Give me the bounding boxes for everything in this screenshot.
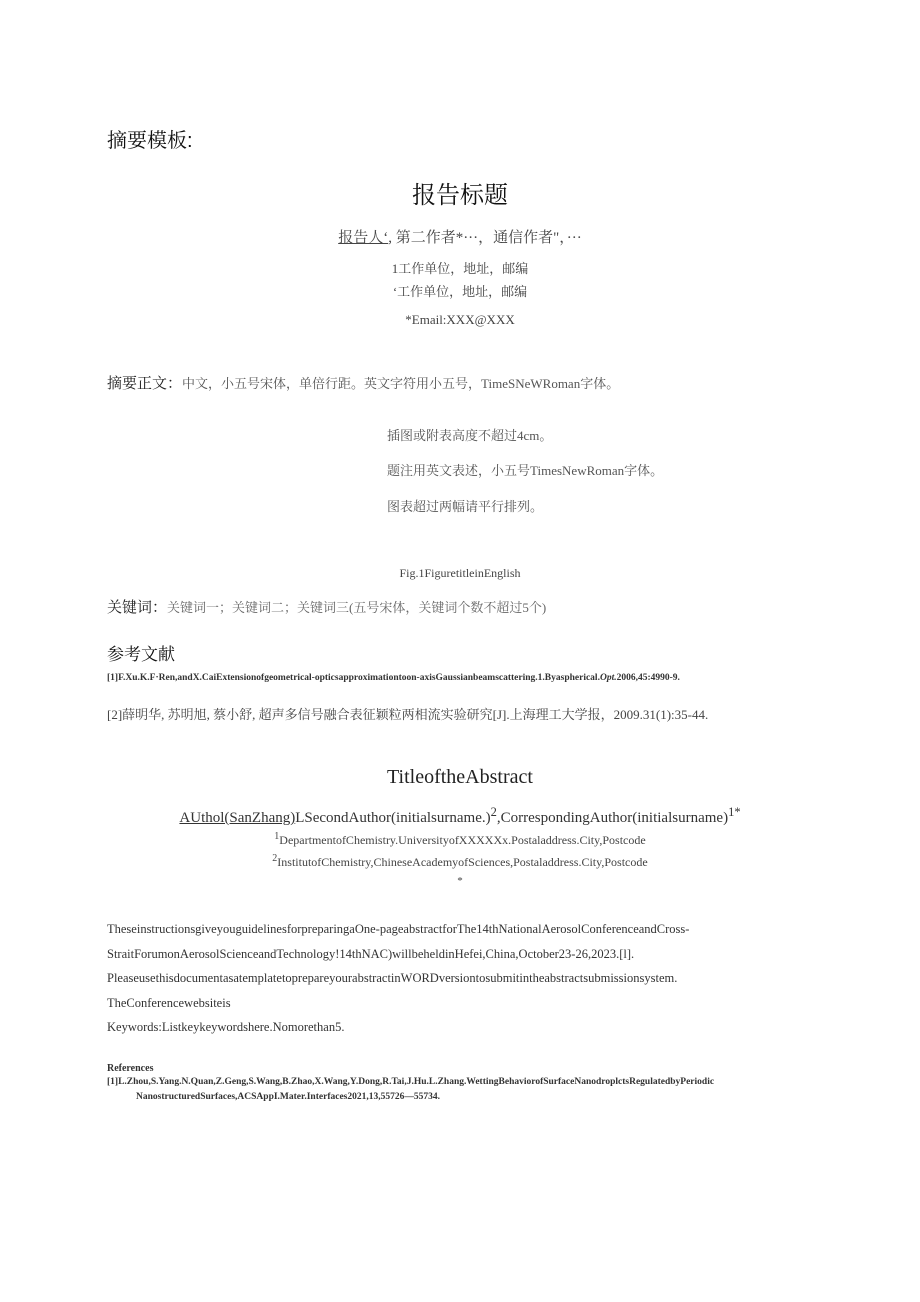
en-star-note: * xyxy=(457,875,463,887)
en-affiliation-1-text: DepartmentofChemistry.UniversityofXXXXXx.Postaladdress.City,Postcode xyxy=(279,833,646,847)
en-body-line-1: TheseinstructionsgiveyouguidelinesforpreparingaOne-pageabstractforThe14thNationalAerosolConferenceandCross- xyxy=(107,922,690,936)
figure-note-2: 题注用英文表述，小五号TimesNewRoman字体。 xyxy=(387,463,664,478)
cn-keywords-label: 关键词： xyxy=(107,599,168,616)
cn-affiliation-2: ‘工作单位，地址，邮编 xyxy=(392,284,528,299)
en-body-line-3: PleaseusethisdocumentasatemplatetoprepareyourabstractinWORDversiontosubmitintheabstractsubmissionsystem. xyxy=(107,971,678,985)
cn-authors xyxy=(0,226,920,247)
en-presenter: AUthol(SanZhang) xyxy=(179,810,296,826)
abstract-body-text: 中文，小五号宋体，单倍行距。英文字符用小五号，TimeSNeWRoman字体。 xyxy=(182,376,620,391)
en-title: TitleoftheAbstract xyxy=(387,766,533,788)
figure-note-1: 插图或附表高度不超过4cm。 xyxy=(387,428,553,443)
report-title: 报告标题 xyxy=(412,182,508,209)
cn-keywords-text: 关键词一；关键词二；关键词三(五号宋体，关键词个数不超过5个) xyxy=(167,600,547,615)
en-authors xyxy=(0,805,920,827)
abstract-body-label: 摘要正文： xyxy=(107,375,183,392)
en-reference-1-continued: NanostructuredSurfaces,ACSAppI.Mater.Interfaces2021,13,55726—55734. xyxy=(136,1092,440,1102)
cn-coauthors: , 第二作者*···，通信作者"，··· xyxy=(388,230,582,246)
en-affiliation-1 xyxy=(0,831,920,848)
en-second-author: LSecondAuthor(initialsurname.) xyxy=(295,810,491,826)
reference-1-tail: 2006,45:4990-9. xyxy=(616,673,680,683)
cn-keywords xyxy=(107,596,546,617)
figure-caption: Fig.1FiguretitleinEnglish xyxy=(399,566,521,580)
cn-presenter: 报告人‘ xyxy=(338,230,389,246)
en-second-author-sup: 2 xyxy=(490,805,497,819)
reference-2: [2]薛明华, 苏明旭, 蔡小舒, 超声多信号融合表征颖粒两相流实验研究[J].上海理工大学报，2009.31(1):35-44. xyxy=(107,707,709,722)
cn-affiliation-1: 1工作单位，地址，邮编 xyxy=(391,261,529,276)
en-corresponding-sup: 1* xyxy=(728,805,741,819)
en-affiliation-2-sup: 2 xyxy=(272,853,278,864)
references-heading: 参考文献 xyxy=(107,645,175,664)
en-affiliation-2-text: InstitutofChemistry,ChineseAcademyofSciences,Postaladdress.City,Postcode xyxy=(277,855,648,869)
reference-1-journal: Opt. xyxy=(599,673,617,683)
reference-1 xyxy=(107,673,680,683)
en-affiliation-1-sup: 1 xyxy=(274,831,280,842)
en-reference-1: [1]L.Zhou,S.Yang.N.Quan,Z.Geng,S.Wang,B.Zhao,X.Wang,Y.Dong,R.Tai,J.Hu.L.Zhang.WettingBehaviorofSurfaceNanodroplctsRegulatedbyPeriodic xyxy=(107,1077,715,1087)
en-references-heading: References xyxy=(107,1063,154,1074)
cn-email: *Email:XXX@XXX xyxy=(405,312,515,327)
en-body-line-2: StraitForumonAerosolScienceandTechnology!14thNAC)willbeheldinHefei,China,October23-26,2023.[l]. xyxy=(107,947,635,961)
template-heading: 摘要模板: xyxy=(107,130,193,152)
reference-1-main: [1]F.Xu.K.F·Ren,andX.CaiExtensionofgeometrical-opticsapproximationtoon-axisGaussianbeamscattering.1.Byaspherical. xyxy=(107,673,600,683)
en-corresponding-author: ,CorrespondingAuthor(initialsurname) xyxy=(496,810,729,826)
en-body-line-4: TheConferencewebsiteis xyxy=(107,996,231,1010)
figure-note-3: 图表超过两幅请平行排列。 xyxy=(387,499,544,514)
en-keywords: Keywords:Listkeykeywordshere.Nomorethan5. xyxy=(107,1020,345,1034)
en-affiliation-2 xyxy=(0,853,920,870)
abstract-body-line xyxy=(107,372,619,393)
